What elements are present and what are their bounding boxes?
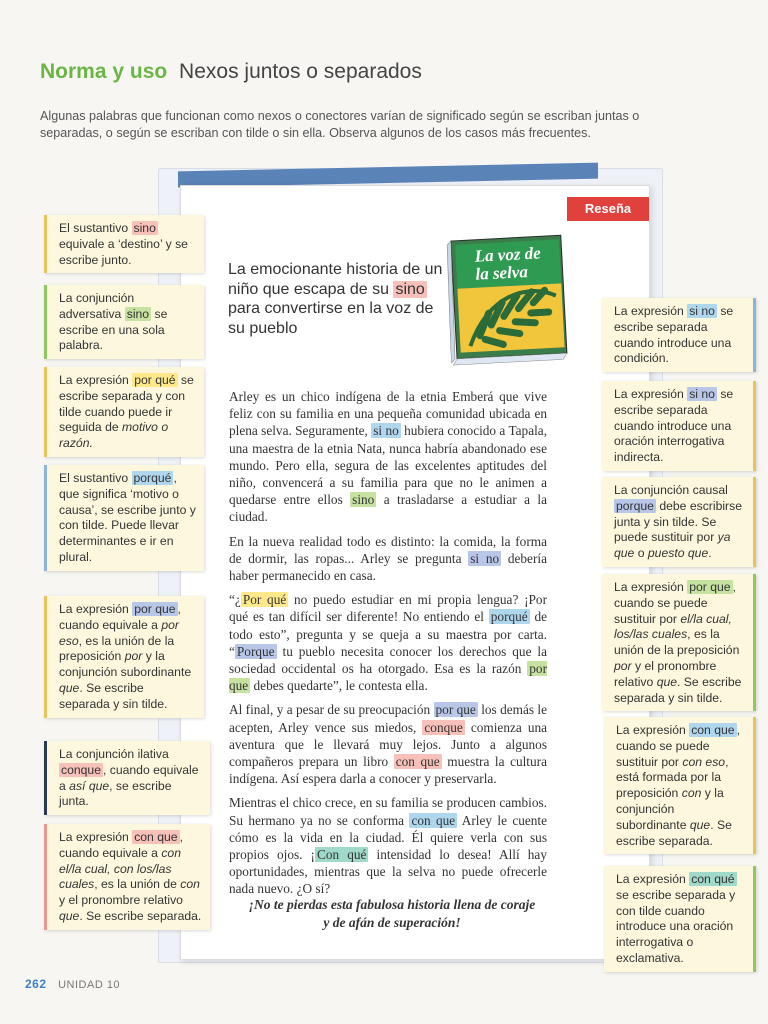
review-body xyxy=(229,388,547,905)
note-con-que-subordinate: La expresión con que , cuando se puede sustituir por con eso, está formada por la preposición con y la conjunción subordinante que. Se escribe separada. xyxy=(604,717,756,854)
note-porque-causal: La conjunción causal porque debe escribirse junta y sin tilde. Se puede sustituir por ya que o puesto que. xyxy=(602,477,756,567)
intro-paragraph: Algunas palabras que funcionan como nexos o conectores varían de significado según se escriban juntas o separadas, o según se escriban con tilde o sin ella. Observa algunos de los casos más frecuentes. xyxy=(40,109,640,140)
headline-text-end: para convertirse en la voz de su pueblo xyxy=(228,300,434,337)
cover-title-line-2: la selva xyxy=(474,262,529,284)
cover-title-line-1: La voz de xyxy=(474,243,542,266)
highlight-si-no: si no xyxy=(373,423,399,439)
page-title xyxy=(40,60,422,84)
highlight-sino: sino xyxy=(352,492,375,508)
story-paragraph: En la nueva realidad todo es distinto: la comida, la forma de dormir, las ropas... Arley se pregunta si no debería haber permanecido en casa. xyxy=(229,533,547,584)
review-tag: Reseña xyxy=(567,197,649,221)
note-conque: La conjunción ilativa conque , cuando equivale a así que, se escribe junta. xyxy=(44,741,210,815)
note-porque-noun: El sustantivo porqué , que significa ‘motivo o causa’, se escribe junto y con tilde. Puede llevar determinantes e ir en plural. xyxy=(44,465,204,571)
highlight-con-que-tilde: Con qué xyxy=(316,847,367,863)
note-por-que-relative: La expresión por que , cuando se puede sustituir por el/la cual, los/las cuales, es la unión de la preposición por y el pronombre relativo que. Se escribe separada y sin tilde. xyxy=(602,574,756,711)
highlight-porque: Porque xyxy=(236,643,275,659)
note-sino-conjunction: La conjunción adversativa sino se escribe en una sola palabra. xyxy=(44,285,204,359)
story-paragraph: “¿ Por qué no puedo estudiar en mi propia lengua? ¡Por qué es tan difícil ser diferente! No entiendo el porqué de todo esto”, pregunta y se queja a su maestra por carta. “ Porque tu pueblo necesita conocer los derechos que la sociedad occidental os ha otorgado. Esa es la razón por que debes quedarte”, le contesta ella. xyxy=(229,592,548,694)
highlight-con-que: con que xyxy=(411,812,456,828)
page-number: 262 xyxy=(25,977,47,991)
page-footer xyxy=(25,977,120,991)
note-con-que: La expresión con que , cuando equivale a con el/la cual, con los/las cuales, es la unión de con y el pronombre relativo que. Se escribe separada. xyxy=(44,824,210,930)
headline-highlight: sino xyxy=(395,280,425,298)
highlight-por-que: por que xyxy=(229,661,547,694)
note-si-no-condition: La expresión si no se escribe separada cuando introduce una condición. xyxy=(602,298,756,372)
note-si-no-interrogative: La expresión si no se escribe separada cuando introduce una oración interrogativa indirecta. xyxy=(602,381,756,471)
note-por-que: La expresión por que , cuando equivale a por eso, es la unión de la preposición por y la conjunción subordinante que. Se escribe separada y sin tilde. xyxy=(44,596,204,718)
review-headline xyxy=(228,260,443,338)
note-sino-noun: El sustantivo sino equivale a ‘destino’ y se escribe junto. xyxy=(44,215,204,273)
highlight-por-que-tilde: Por qué xyxy=(242,592,287,608)
story-paragraph: Mientras el chico crece, en su familia se producen cambios. Su hermano ya no se conforma con que Arley le cuente cómo es la vida en la ciudad. Él quiere verla con sus propios ojos. ¡ Con qué intensidad lo desea! Allí hay oportunidades, mientras que la selva no puede ofrecerle nada nuevo. ¿O sí? xyxy=(229,795,548,897)
section-kicker: Norma y uso xyxy=(40,60,168,83)
story-paragraph: Al final, y a pesar de su preocupación por que los demás le acepten, Arley vence sus miedos, conque comienza una aventura que le llevará muy lejos. Junto a algunos compañeros prepara un libro con que muestra la cultura indígena. Así espera darla a conocer y preservarla. xyxy=(229,702,548,787)
headline-text: La emocionante historia de un niño que escapa de su xyxy=(228,261,443,298)
note-por-que-tilde: La expresión por qué se escribe separada y con tilde cuando puede ir seguida de motivo o razón. xyxy=(44,367,204,457)
highlight-con-que: con que xyxy=(395,754,440,770)
highlight-conque: conque xyxy=(424,719,463,735)
unit-label: UNIDAD 10 xyxy=(58,979,121,991)
highlight-si-no: si no xyxy=(470,550,500,566)
book-cover-image xyxy=(445,231,577,367)
story-paragraph: Arley es un chico indígena de la etnia Emberá que vive feliz con su familia en una pequeña comunidad ubicada en plena selva. Seguramente, si no hubiera conocido a Tapala, una maestra de la etnia Nata, nunca habría abandonado ese mundo. Pero ella, segura de las excelentes aptitudes del niño, convencerá a su familia para que no le animen a quedarse entre ellos sino a trasladarse a estudiar a la ciudad. xyxy=(229,389,548,525)
review-closing: ¡No te pierdas esta fabulosa historia llena de coraje y de afán de superación! xyxy=(248,897,536,930)
section-title: Nexos juntos o separados xyxy=(179,60,422,83)
note-con-que-tilde: La expresión con qué se escribe separada y con tilde cuando introduce una oración interrogativa o exclamativa. xyxy=(604,866,756,972)
highlight-por-que: por que xyxy=(435,702,476,718)
highlight-porque-noun: porqué xyxy=(490,609,528,625)
